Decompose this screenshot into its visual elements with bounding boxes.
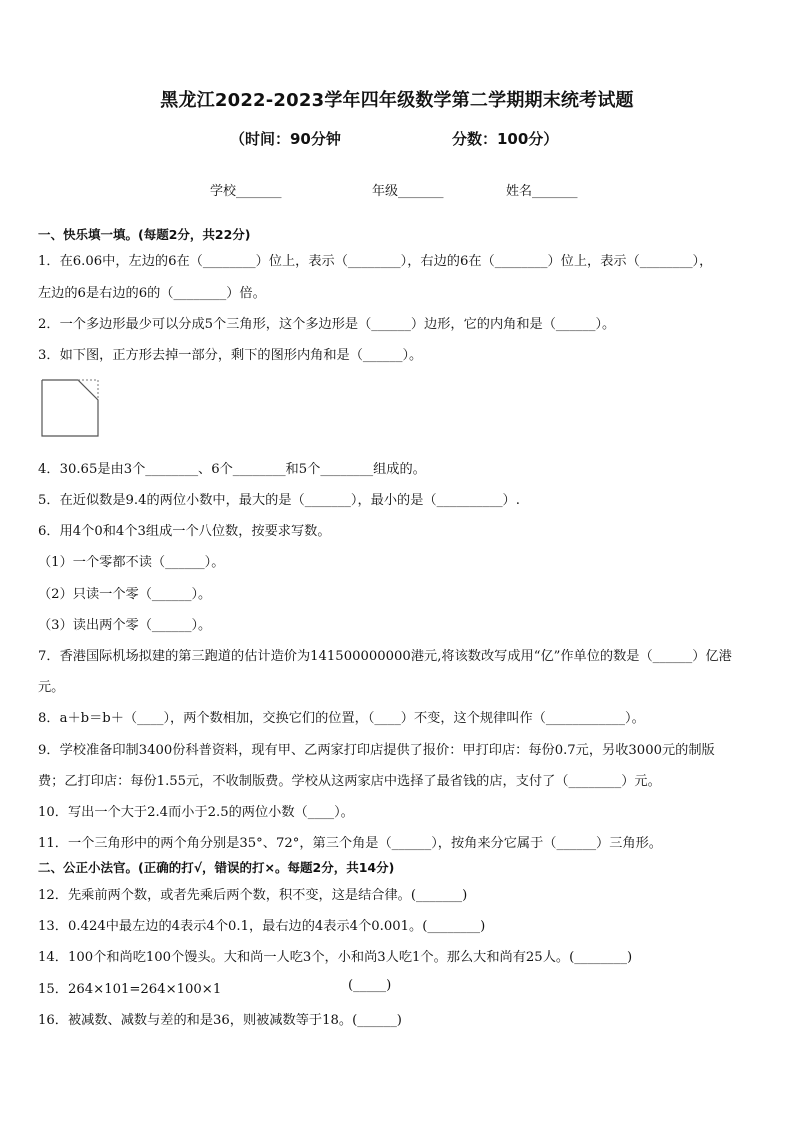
question-12: 12．先乘前两个数，或者先乘后两个数，积不变，这是结合律。(_______) (38, 888, 468, 903)
question-1-cont: 左边的6是右边的6的（________）倍。 (38, 286, 266, 301)
question-7-cont: 元。 (38, 680, 65, 695)
question-1: 1．在6.06中，左边的6在（________）位上，表示（________），右边的6在（________）位上，表示（________）， (38, 254, 713, 269)
question-5: 5．在近似数是9.4的两位小数中，最大的是（_______），最小的是（__________）. (38, 493, 520, 508)
question-6-part-3: （3）读出两个零（______）。 (38, 618, 212, 633)
question-9-cont: 费；乙打印店：每份1.55元，不收制版费。学校从这两家店中选择了最省钱的店，支付了（________）元。 (38, 774, 661, 789)
section-1-heading: 一、快乐填一填。(每题2分，共22分) (38, 227, 251, 242)
question-11: 11．一个三角形中的两个角分别是35°、72°，第三个角是（______），按角来分它属于（______）三角形。 (38, 836, 662, 851)
question-10: 10．写出一个大于2.4而小于2.5的两位小数（____）。 (38, 805, 354, 820)
school-field: 学校_______ (210, 184, 282, 199)
question-15-answer-blank: (_____) (348, 978, 392, 993)
exam-title: 黑龙江2022-2023学年四年级数学第二学期期末统考试题 (160, 90, 634, 111)
question-8: 8．a＋b＝b＋（____），两个数相加，交换它们的位置，（____）不变，这个规律叫作（____________）。 (38, 711, 645, 726)
question-4: 4．30.65是由3个________、6个________和5个________组成的。 (38, 462, 426, 477)
question-14: 14．100个和尚吃100个馒头。大和尚一人吃3个，小和尚3人吃1个。那么大和尚有25人。(________) (38, 950, 633, 965)
question-6-part-2: （2）只读一个零（______）。 (38, 587, 212, 602)
name-field: 姓名_______ (506, 184, 578, 199)
exam-score: 分数：100分） (452, 130, 559, 148)
question-13: 13．0.424中最左边的4表示4个0.1，最右边的4表示4个0.001。(________) (38, 919, 486, 934)
exam-time: （时间：90分钟 (230, 130, 341, 148)
question-2: 2．一个多边形最少可以分成5个三角形，这个多边形是（______）边形，它的内角和是（______）。 (38, 317, 616, 332)
question-7: 7．香港国际机场拟建的第三跑道的估计造价为141500000000港元,将该数改写成用“亿”作单位的数是（______）亿港 (38, 649, 732, 664)
grade-field: 年级_______ (372, 184, 444, 199)
question-9: 9．学校准备印制3400份科普资料，现有甲、乙两家打印店提供了报价：甲打印店：每份0.7元，另收3000元的制版 (38, 743, 715, 758)
question-3: 3．如下图，正方形去掉一部分，剩下的图形内角和是（______）。 (38, 348, 423, 363)
question-6: 6．用4个0和4个3组成一个八位数，按要求写数。 (38, 524, 331, 539)
cut-square-figure (40, 378, 100, 438)
question-6-part-1: （1）一个零都不读（______）。 (38, 555, 225, 570)
section-2-heading: 二、公正小法官。(正确的打√，错误的打×。每题2分，共14分) (38, 860, 395, 875)
question-15: 15．264×101=264×100×1 (38, 982, 222, 997)
question-16: 16．被减数、减数与差的和是36，则被减数等于18。(______) (38, 1013, 402, 1028)
